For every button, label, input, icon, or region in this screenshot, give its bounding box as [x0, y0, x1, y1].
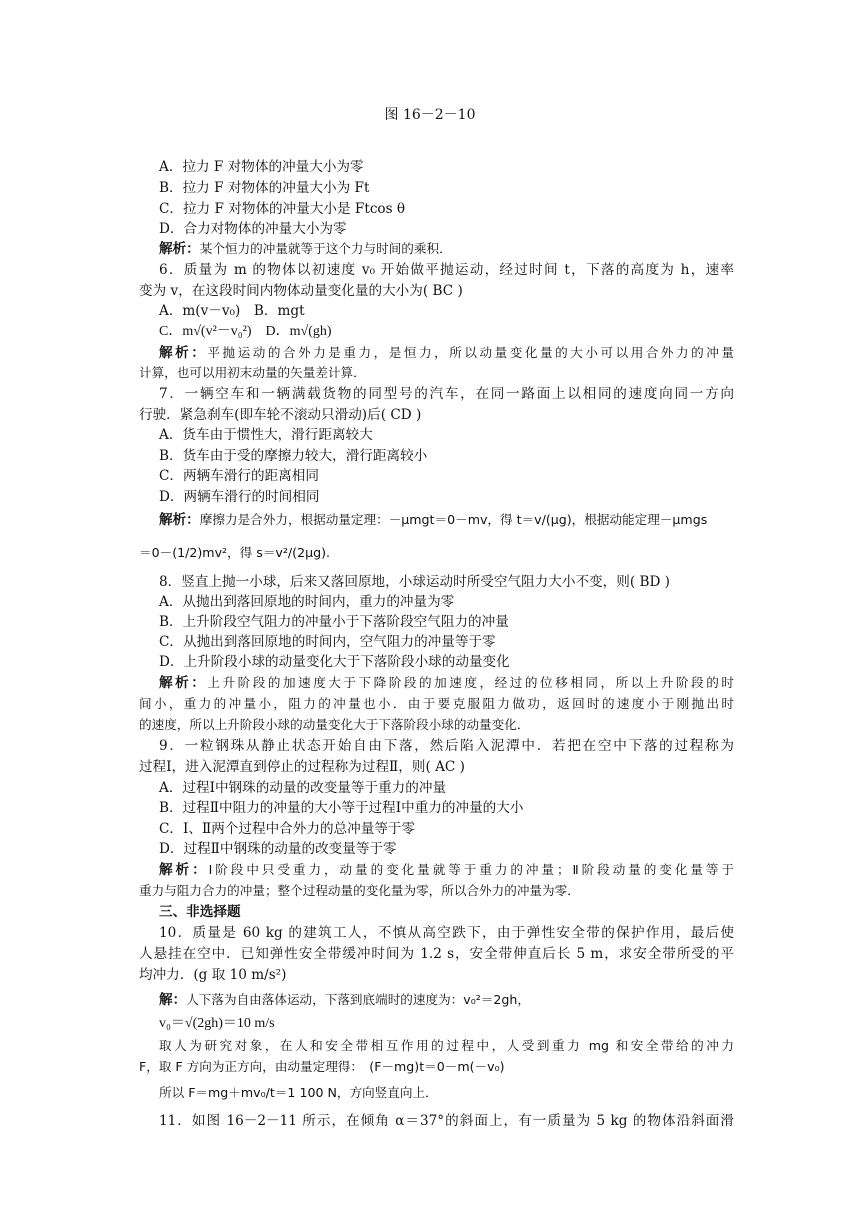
q10-stem-line-2: 人悬挂在空中．已知弹性安全带缓冲时间为 1.2 s，安全带伸直后长 5 m，求安全带所受的平 — [139, 946, 734, 962]
q10-stem-line-3: 均冲力．(g 取 10 m/s²) — [139, 967, 287, 983]
analysis-text: 摩擦力是合外力，根据动量定理：－μmgt＝0－mv，得 t＝v/(μg)，根据动能定理－μmgs — [199, 512, 708, 527]
q7-option-d: D．两辆车滑行的时间相同 — [159, 489, 320, 505]
q7-option-b: B．货车由于受的摩擦力较大，滑行距离较小 — [159, 448, 428, 464]
q11-stem-line-1: 11．如图 16－2－11 所示，在倾角 α＝37°的斜面上，有一质量为 5 kg 的物体沿斜面滑 — [159, 1113, 734, 1129]
q5-analysis — [159, 239, 754, 259]
q10-solution-line-5: 所以 F＝mg＋mv₀/t＝1 100 N，方向竖直向上． — [159, 1085, 438, 1100]
q7-stem-line-2: 行驶．紧急刹车(即车轮不滚动只滑动)后( CD ) — [139, 407, 422, 423]
solution-text: 人下落为自由落体运动，下落到底端时的速度为：v₀²＝2gh， — [186, 992, 530, 1007]
q8-option-a: A．从抛出到落回原地的时间内，重力的冲量为零 — [159, 594, 455, 610]
q6-analysis-line-1 — [159, 343, 734, 363]
analysis-label: 解析： — [159, 862, 209, 878]
q10-solution-line-2: v₀＝√(2gh)＝10 m/s — [159, 1016, 275, 1031]
analysis-text: 上升阶段的加速度大于下降阶段的加速度，经过的位移相同，所以上升阶段的时 — [207, 675, 735, 690]
analysis-label: 解析： — [159, 241, 200, 257]
analysis-label: 解析： — [159, 345, 208, 361]
q6-option-ab: A．m(v－v₀) B．mgt — [159, 303, 305, 319]
analysis-text: 某个恒力的冲量就等于这个力与时间的乘积． — [199, 241, 452, 256]
analysis-label: 解析： — [159, 675, 208, 691]
analysis-text: Ⅰ阶段中只受重力，动量的变化量就等于重力的冲量；Ⅱ阶段动量的变化量等于 — [208, 862, 735, 877]
q9-option-a: A．过程Ⅰ中钢珠的动量的改变量等于重力的冲量 — [159, 780, 447, 796]
q10-solution-line-3: 取人为研究对象，在人和安全带相互作用的过程中，人受到重力 mg 和安全带给的冲力 — [159, 1038, 734, 1053]
q7-option-a: A．货车由于惯性大，滑行距离较大 — [159, 427, 373, 443]
q10-stem-line-1: 10．质量是 60 kg 的建筑工人，不慎从高空跌下，由于弹性安全带的保护作用，最后使 — [159, 925, 734, 941]
q6-stem-line-2: 变为 v，在这段时间内物体动量变化量的大小为( BC ) — [139, 283, 463, 299]
figure-caption: 图 16－2－10 — [384, 107, 476, 123]
solution-label: 解： — [159, 992, 187, 1008]
q8-option-b: B．上升阶段空气阻力的冲量小于下落阶段空气阻力的冲量 — [159, 614, 509, 630]
q10-solution-line-1 — [159, 990, 754, 1010]
q7-stem-line-1: 7．一辆空车和一辆满载货物的同型号的汽车，在同一路面上以相同的速度向同一方向 — [159, 386, 734, 402]
q8-option-d: D．上升阶段小球的动量变化大于下落阶段小球的动量变化 — [159, 654, 510, 670]
q5-option-a: A．拉力 F 对物体的冲量大小为零 — [159, 159, 364, 175]
q7-analysis-line-1 — [159, 510, 734, 530]
q9-option-d: D．过程Ⅱ中钢珠的动量的改变量等于零 — [159, 841, 397, 857]
section-title: 三、非选择题 — [159, 904, 241, 920]
q9-analysis-line-1 — [159, 860, 734, 880]
q9-analysis-line-2: 重力与阻力合力的冲量；整个过程动量的变化量为零，所以合外力的冲量为零． — [139, 883, 580, 898]
q9-stem-line-1: 9．一粒钢珠从静止状态开始自由下落，然后陷入泥潭中．若把在空中下落的过程称为 — [159, 738, 734, 754]
analysis-label: 解析： — [159, 512, 200, 528]
analysis-text: 平抛运动的合外力是重力，是恒力，所以动量变化量的大小可以用合外力的冲量 — [207, 345, 735, 360]
q10-solution-line-4: F，取 F 方向为正方向，由动量定理得： (F－mg)t＝0－m(－v₀) — [139, 1059, 505, 1074]
q8-stem: 8．竖直上抛一小球，后来又落回原地，小球运动时所受空气阻力大小不变，则( BD ) — [159, 574, 670, 590]
q9-option-c: C．Ⅰ、Ⅱ两个过程中合外力的总冲量等于零 — [159, 821, 416, 837]
q5-option-d: D．合力对物体的冲量大小为零 — [159, 221, 347, 237]
q5-option-b: B．拉力 F 对物体的冲量大小为 Ft — [159, 180, 370, 196]
q8-analysis-line-3: 的速度，所以上升阶段小球的动量变化大于下落阶段小球的动量变化． — [139, 717, 530, 732]
q9-stem-line-2: 过程Ⅰ，进入泥潭直到停止的过程称为过程Ⅱ，则( AC ) — [139, 759, 465, 775]
q6-stem-line-1: 6．质量为 m 的物体以初速度 v₀ 开始做平抛运动，经过时间 t，下落的高度为 h，速率 — [159, 262, 734, 278]
q5-option-c: C．拉力 F 对物体的冲量大小是 Ftcos θ — [159, 201, 406, 217]
q8-analysis-line-1 — [159, 673, 734, 693]
q8-option-c: C．从抛出到落回原地的时间内，空气阻力的冲量等于零 — [159, 634, 496, 650]
q8-analysis-line-2: 间小，重力的冲量小，阻力的冲量也小．由于要克服阻力做功，返回时的速度小于刚抛出时 — [139, 696, 734, 711]
q7-option-c: C．两辆车滑行的距离相同 — [159, 468, 319, 484]
q6-analysis-line-2: 计算，也可以用初末动量的矢量差计算． — [139, 365, 366, 380]
q9-option-b: B．过程Ⅱ中阻力的冲量的大小等于过程Ⅰ中重力的冲量的大小 — [159, 800, 524, 816]
q6-option-cd: C．m√(v²－v₀²) D．m√(gh) — [159, 324, 332, 339]
q7-analysis-line-2: ＝0－(1/2)mv²，得 s＝v²/(2μg). — [139, 545, 331, 560]
